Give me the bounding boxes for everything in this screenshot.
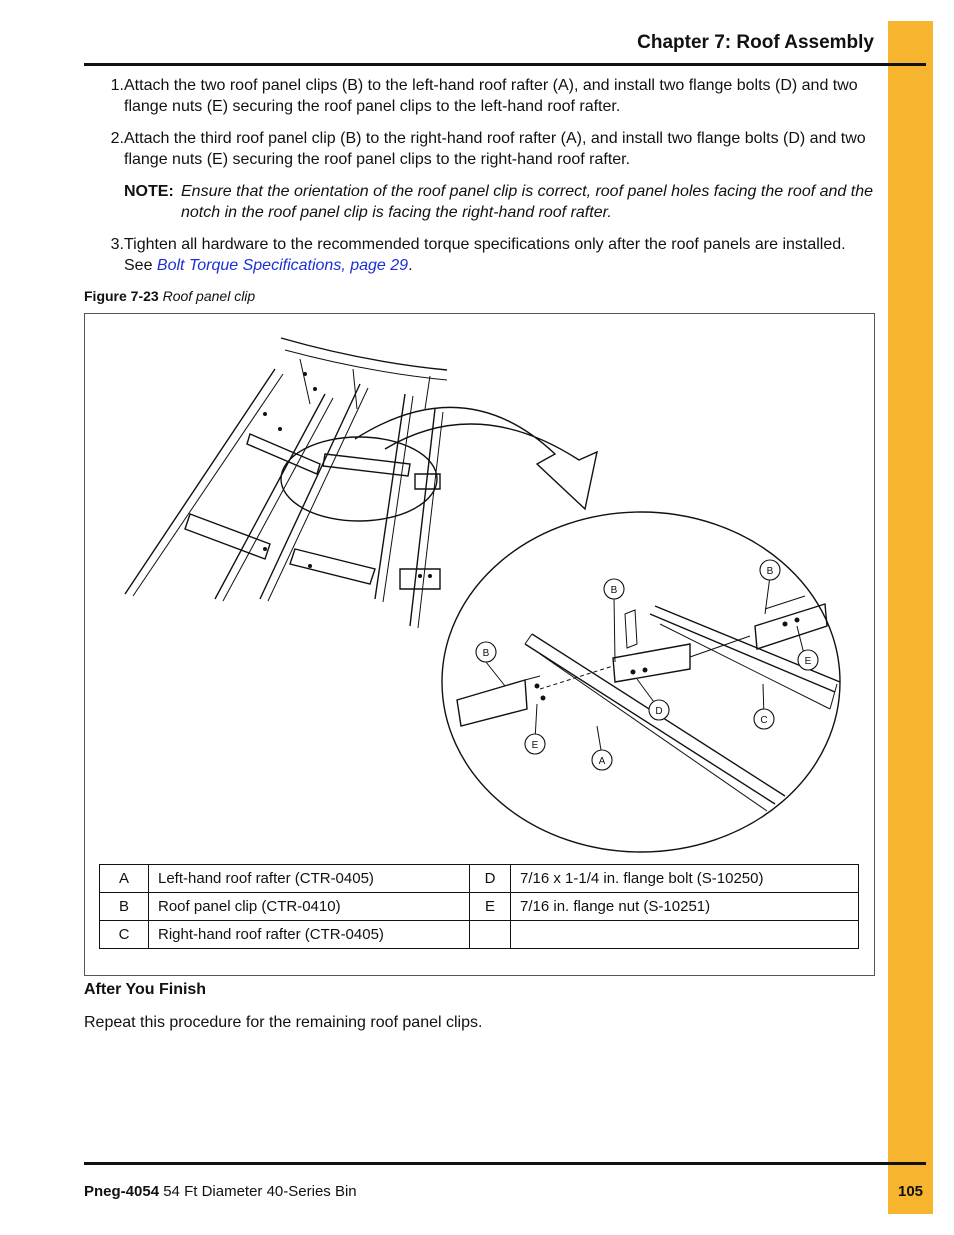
callout-e-right xyxy=(798,650,818,670)
legend-value: Left-hand roof rafter (CTR-0405) xyxy=(149,865,470,893)
legend-value: Right-hand roof rafter (CTR-0405) xyxy=(149,921,470,949)
callout-e-left xyxy=(525,734,545,754)
step-2 xyxy=(84,129,874,170)
svg-text:B: B xyxy=(482,648,490,659)
figure-box xyxy=(84,313,875,976)
leader-lines xyxy=(486,576,805,756)
figure-title: Roof panel clip xyxy=(162,288,256,304)
step-number: 3. xyxy=(110,236,124,253)
note-label: NOTE: xyxy=(124,183,174,200)
step-text: Attach the two roof panel clips (B) to the left-hand roof rafter (A), and install two flange bolts (D) and two flange nuts (E) securing the roof panel clips to the left-hand roof rafter. xyxy=(124,77,858,115)
legend-key: D xyxy=(470,865,511,893)
callout-a xyxy=(592,750,612,770)
highlight-ellipse xyxy=(281,437,437,521)
figure-caption xyxy=(84,288,255,304)
legend-key: E xyxy=(470,893,511,921)
legend-key: C xyxy=(100,921,149,949)
footer xyxy=(84,1183,357,1200)
detail-left-rafter xyxy=(525,634,785,811)
step-1 xyxy=(84,76,874,117)
callout-c xyxy=(754,709,774,729)
detail-hardware xyxy=(535,618,800,701)
callout-d xyxy=(649,700,669,720)
footer-rule xyxy=(84,1162,926,1165)
svg-text:E: E xyxy=(531,740,539,751)
overview-rafters xyxy=(125,359,443,628)
step-number: 2. xyxy=(110,130,124,147)
detail-panel-clips xyxy=(457,596,827,726)
svg-text:E: E xyxy=(804,656,812,667)
svg-text:A: A xyxy=(598,756,606,767)
svg-text:B: B xyxy=(766,566,774,577)
doc-id: Pneg-4054 xyxy=(84,1183,160,1200)
legend-key xyxy=(470,921,511,949)
chapter-side-tab xyxy=(888,21,933,1214)
callout-b-left xyxy=(476,642,496,662)
table-row xyxy=(100,893,859,921)
table-row xyxy=(100,865,859,893)
bolt-torque-link[interactable]: Bolt Torque Specifications, page 29 xyxy=(156,256,409,274)
chapter-title: Chapter 7: Roof Assembly xyxy=(637,32,874,53)
legend-key: B xyxy=(100,893,149,921)
roof-clip-illustration xyxy=(85,314,874,859)
step-text: Tighten all hardware to the recommended torque specifications only after the roof panels are installed. See Bolt Torque Specifications, page 29. xyxy=(124,236,846,274)
roof-ring-arc xyxy=(281,338,447,370)
overview-cross-members xyxy=(185,372,440,589)
svg-text:D: D xyxy=(655,706,663,717)
doc-title: 54 Ft Diameter 40-Series Bin xyxy=(163,1183,357,1200)
table-row xyxy=(100,921,859,949)
step-number: 1. xyxy=(110,77,124,94)
zoom-arrow xyxy=(355,407,597,509)
page-number: 105 xyxy=(897,1183,924,1200)
parts-legend-table xyxy=(99,864,859,949)
legend-value: Roof panel clip (CTR-0410) xyxy=(149,893,470,921)
legend-value: 7/16 in. flange nut (S-10251) xyxy=(511,893,859,921)
figure-number: Figure 7-23 xyxy=(84,288,159,304)
note xyxy=(124,182,874,223)
note-text: Ensure that the orientation of the roof panel clip is correct, roof panel holes facing the roof and the notch in the roof panel clip is facing the right-hand roof rafter. xyxy=(181,183,873,221)
legend-key: A xyxy=(100,865,149,893)
legend-value: 7/16 x 1-1/4 in. flange bolt (S-10250) xyxy=(511,865,859,893)
after-you-finish-text: Repeat this procedure for the remaining roof panel clips. xyxy=(84,1014,483,1031)
step-3 xyxy=(84,235,874,276)
legend-value xyxy=(511,921,859,949)
svg-text:C: C xyxy=(760,715,768,726)
header-rule xyxy=(84,63,926,66)
procedure-steps xyxy=(84,76,874,276)
after-you-finish-heading: After You Finish xyxy=(84,981,207,998)
svg-text:B: B xyxy=(610,585,618,596)
callout-b-right xyxy=(760,560,780,580)
step-text: Attach the third roof panel clip (B) to the right-hand roof rafter (A), and install two flange bolts (D) and two flange nuts (E) securing the roof panel clips to the right-hand roof rafter. xyxy=(124,130,866,168)
callout-b-middle xyxy=(604,579,624,599)
